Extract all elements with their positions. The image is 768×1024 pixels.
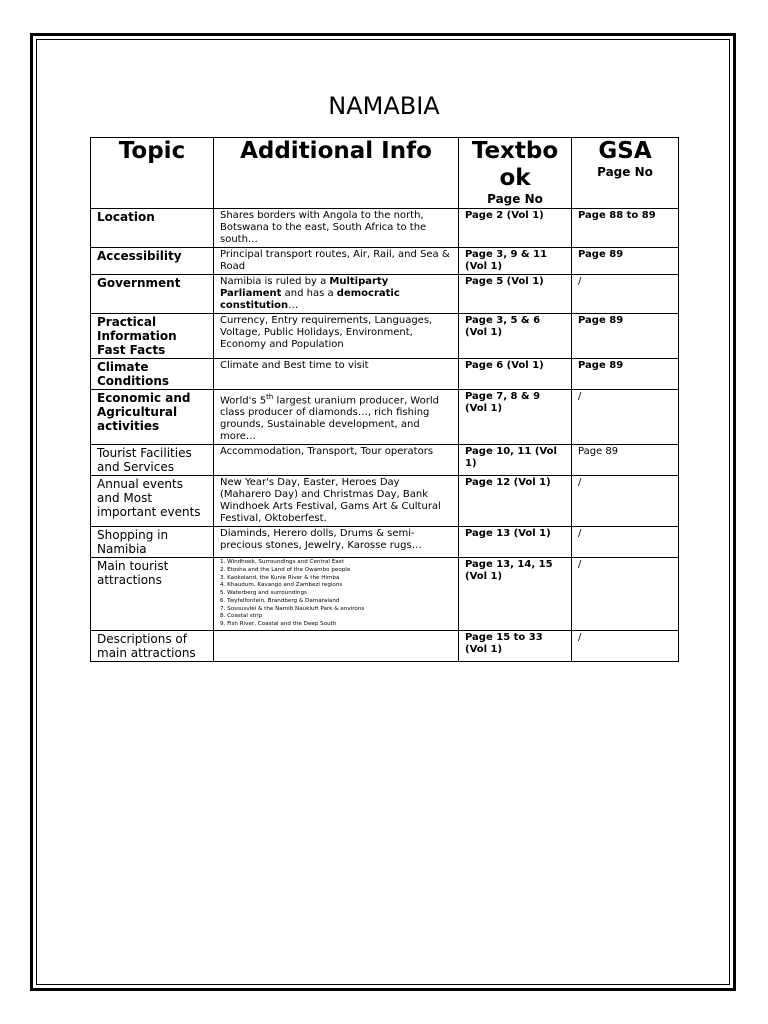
table-row [91, 527, 679, 558]
gsa-cell: / [572, 630, 679, 661]
table-row [91, 558, 679, 630]
list-item: 6. Twyfelfontein, Brandberg & Damaraland [220, 597, 340, 604]
table-row [91, 390, 679, 445]
gsa-cell: / [572, 390, 679, 445]
textbook-cell: Page 6 (Vol 1) [459, 359, 572, 390]
info-cell: Principal transport routes, Air, Rail, and Sea & Road [214, 248, 459, 275]
table-row [91, 275, 679, 314]
gsa-cell: Page 88 to 89 [572, 209, 679, 248]
info-cell: Namibia is ruled by a Multiparty Parliament and has a democratic constitution… [214, 275, 459, 314]
table-row [91, 476, 679, 527]
info-cell [214, 630, 459, 661]
gsa-cell: Page 89 [572, 359, 679, 390]
textbook-cell: Page 10, 11 (Vol 1) [459, 445, 572, 476]
list-item: 1. Windhoek, Surroundings and Central East [220, 559, 344, 566]
topic-cell: Annual events and Most important events [91, 476, 214, 527]
topic-cell: Shopping in Namibia [91, 527, 214, 558]
gsa-cell: Page 89 [572, 314, 679, 359]
textbook-cell: Page 12 (Vol 1) [459, 476, 572, 527]
document-title: NAMABIA [328, 92, 440, 120]
gsa-cell: / [572, 558, 679, 630]
table-header-row [91, 138, 679, 209]
topic-cell: Accessibility [91, 248, 214, 275]
list-item: 7. Sossusvlei & the Namib Naukluft Park & environs [220, 605, 365, 612]
list-item: 9. Fish River, Coastal and the Deep South [220, 620, 337, 627]
textbook-cell: Page 13 (Vol 1) [459, 527, 572, 558]
topic-cell: Tourist Facilities and Services [91, 445, 214, 476]
topic-table [90, 137, 679, 662]
header-textbook: Textbo ok Page No [459, 138, 572, 209]
list-item: 3. Kaokoland, the Kunie River & the Himba [220, 574, 340, 581]
textbook-cell: Page 3, 9 & 11 (Vol 1) [459, 248, 572, 275]
textbook-cell: Page 3, 5 & 6 (Vol 1) [459, 314, 572, 359]
attractions-list [214, 558, 459, 630]
topic-cell: Government [91, 275, 214, 314]
header-topic: Topic [91, 138, 214, 209]
table-row [91, 630, 679, 661]
textbook-cell: Page 7, 8 & 9 (Vol 1) [459, 390, 572, 445]
table-row [91, 209, 679, 248]
gsa-cell: Page 89 [572, 445, 679, 476]
topic-cell: Climate Conditions [91, 359, 214, 390]
textbook-cell: Page 15 to 33 (Vol 1) [459, 630, 572, 661]
list-item: 4. Khaudum, Kavango and Zambezi regions [220, 582, 343, 589]
gsa-cell: Page 89 [572, 248, 679, 275]
info-cell: Accommodation, Transport, Tour operators [214, 445, 459, 476]
list-item: 8. Coastal strip [220, 613, 263, 620]
info-cell: Climate and Best time to visit [214, 359, 459, 390]
header-additional-info: Additional Info [214, 138, 459, 209]
table-row [91, 359, 679, 390]
textbook-cell: Page 13, 14, 15 (Vol 1) [459, 558, 572, 630]
gsa-cell: / [572, 275, 679, 314]
topic-cell: Practical Information Fast Facts [91, 314, 214, 359]
table-row [91, 314, 679, 359]
table-row [91, 248, 679, 275]
gsa-cell: / [572, 527, 679, 558]
list-item: 5. Waterberg and surroundings [220, 590, 307, 597]
gsa-cell: / [572, 476, 679, 527]
topic-cell: Main tourist attractions [91, 558, 214, 630]
topic-cell: Descriptions of main attractions [91, 630, 214, 661]
table-row [91, 445, 679, 476]
info-cell: World's 5th largest uranium producer, World class producer of diamonds…, rich fishing grounds, Sustainable development, and more… [214, 390, 459, 445]
info-cell: Shares borders with Angola to the north, Botswana to the east, South Africa to the south… [214, 209, 459, 248]
topic-cell: Economic and Agricultural activities [91, 390, 214, 445]
topic-cell: Location [91, 209, 214, 248]
info-cell: Diaminds, Herero dolls, Drums & semi-precious stones, Jewelry, Karosse rugs… [214, 527, 459, 558]
info-cell: New Year's Day, Easter, Heroes Day (Maharero Day) and Christmas Day, Bank Windhoek Arts Festival, Gams Art & Cultural Festival, Oktoberfest. [214, 476, 459, 527]
list-item: 2. Etosha and the Land of the Owambo people [220, 567, 351, 574]
textbook-cell: Page 5 (Vol 1) [459, 275, 572, 314]
header-gsa: GSA Page No [572, 138, 679, 209]
info-cell: Currency, Entry requirements, Languages, Voltage, Public Holidays, Environment, Economy and Population [214, 314, 459, 359]
textbook-cell: Page 2 (Vol 1) [459, 209, 572, 248]
